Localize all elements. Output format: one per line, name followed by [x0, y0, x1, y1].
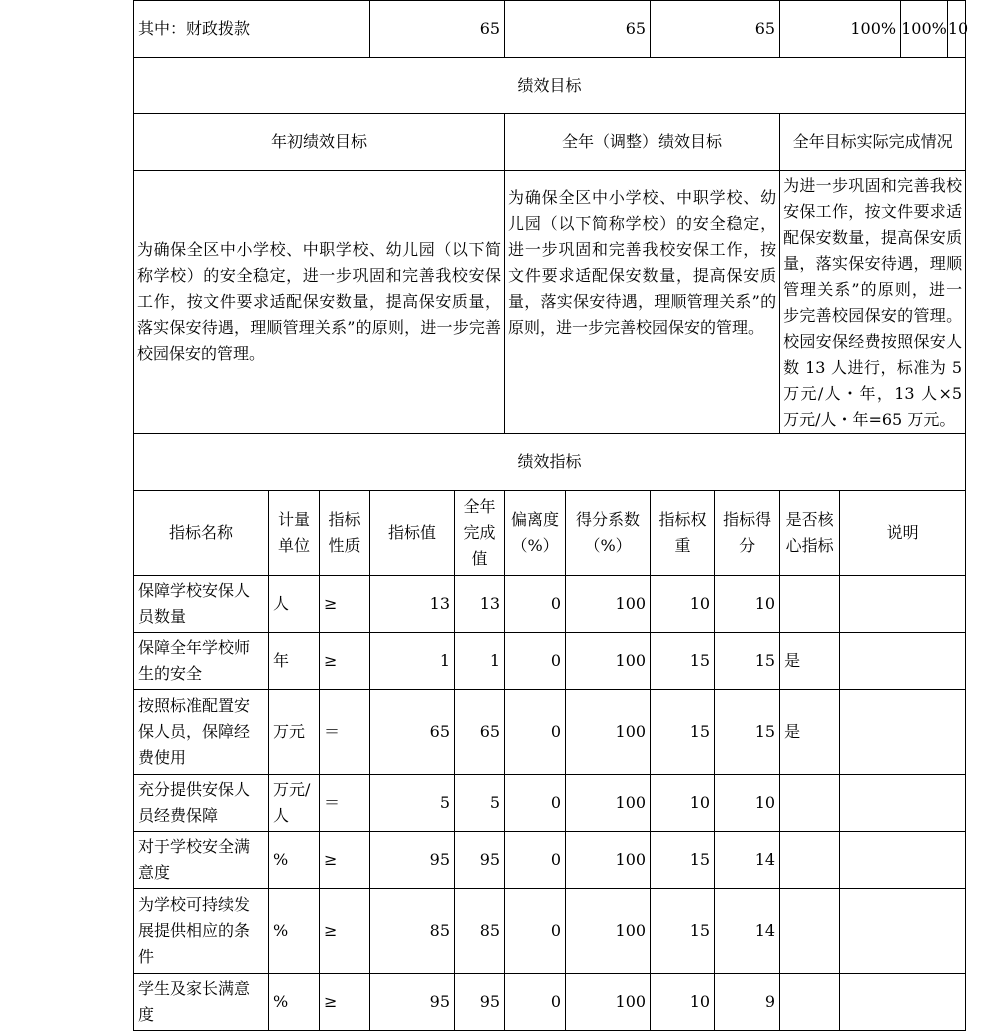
- indicator-target: 65: [370, 690, 455, 775]
- indicator-actual: 1: [455, 633, 505, 690]
- indicator-score: 10: [715, 576, 780, 633]
- indicator-name: 保障学校安保人员数量: [134, 576, 269, 633]
- indicator-actual: 95: [455, 974, 505, 1031]
- indicator-deviation: 0: [505, 775, 566, 832]
- indicator-core: [780, 832, 840, 889]
- indicator-target: 95: [370, 974, 455, 1031]
- indicator-note: [840, 775, 966, 832]
- goals-col3-text: 为进一步巩固和完善我校安保工作，按文件要求适配保安数量，提高保安质量，落实保安待遇，理顺管理关系”的原则，进一步完善校园保安的管理。校园安保经费按照保安人数 13 人进行，标准为 5 万元/人・年，13 人×5 万元/人・年=65 万元。: [780, 171, 966, 434]
- indicator-name: 充分提供安保人员经费保障: [134, 775, 269, 832]
- goals-col2-text: 为确保全区中小学校、中职学校、幼儿园（以下简称学校）的安全稳定，进一步巩固和完善我校安保工作，按文件要求适配保安数量，提高保安质量，落实保安待遇，理顺管理关系”的原则，进一步完善校园保安的管理。: [505, 171, 780, 434]
- indicator-header-row: [134, 491, 966, 576]
- indicator-core: [780, 576, 840, 633]
- table-row: [134, 633, 966, 690]
- indicator-note: [840, 690, 966, 775]
- indicator-deviation: 0: [505, 974, 566, 1031]
- indicator-target: 5: [370, 775, 455, 832]
- indicator-core: 是: [780, 690, 840, 775]
- indicator-weight: 10: [651, 775, 715, 832]
- indicator-unit: 万元: [269, 690, 320, 775]
- goals-col3-title: 全年目标实际完成情况: [780, 114, 966, 171]
- indicator-core: [780, 775, 840, 832]
- header-target: 指标值: [370, 491, 455, 576]
- table-row: [134, 832, 966, 889]
- funding-label: 其中：财政拨款: [134, 1, 370, 58]
- indicator-coef: 100: [566, 633, 651, 690]
- indicator-deviation: 0: [505, 832, 566, 889]
- indicator-note: [840, 633, 966, 690]
- goals-col2-title: 全年（调整）绩效目标: [505, 114, 780, 171]
- indicator-weight: 15: [651, 889, 715, 974]
- goals-col1-text: 为确保全区中小学校、中职学校、幼儿园（以下简称学校）的安全稳定，进一步巩固和完善我校安保工作，按文件要求适配保安数量，提高保安质量，落实保安待遇，理顺管理关系”的原则，进一步完善校园保安的管理。: [134, 171, 505, 434]
- indicator-actual: 5: [455, 775, 505, 832]
- indicator-target: 13: [370, 576, 455, 633]
- indicator-unit: %: [269, 889, 320, 974]
- header-note: 说明: [840, 491, 966, 576]
- indicator-target: 95: [370, 832, 455, 889]
- indicator-note: [840, 889, 966, 974]
- header-unit: 计量单位: [269, 491, 320, 576]
- indicator-actual: 65: [455, 690, 505, 775]
- indicator-actual: 85: [455, 889, 505, 974]
- indicator-core: [780, 974, 840, 1031]
- funding-rate-2: 100%: [901, 1, 948, 57]
- table-row: [134, 974, 966, 1031]
- indicator-score: 10: [715, 775, 780, 832]
- indicator-nature: ＝: [320, 690, 370, 775]
- indicator-coef: 100: [566, 832, 651, 889]
- indicator-score: 9: [715, 974, 780, 1031]
- indicator-unit: %: [269, 832, 320, 889]
- goals-section-title: 绩效目标: [134, 58, 966, 114]
- indicator-deviation: 0: [505, 576, 566, 633]
- indicator-score: 15: [715, 633, 780, 690]
- indicator-target: 1: [370, 633, 455, 690]
- funding-row: [134, 1, 966, 58]
- indicator-name: 学生及家长满意度: [134, 974, 269, 1031]
- table-row: [134, 775, 966, 832]
- table-row: [134, 889, 966, 974]
- indicator-deviation: 0: [505, 633, 566, 690]
- indicator-unit: 人: [269, 576, 320, 633]
- indicator-weight: 10: [651, 576, 715, 633]
- header-coef: 得分系数（%）: [566, 491, 651, 576]
- table-row: [134, 576, 966, 633]
- indicator-nature: ≥: [320, 576, 370, 633]
- indicator-score: 14: [715, 832, 780, 889]
- indicator-nature: ＝: [320, 775, 370, 832]
- funding-rate-1: 100%: [780, 1, 901, 58]
- header-core: 是否核心指标: [780, 491, 840, 576]
- performance-table: [133, 0, 969, 1031]
- indicator-note: [840, 974, 966, 1031]
- indicator-unit: %: [269, 974, 320, 1031]
- header-score: 指标得分: [715, 491, 780, 576]
- indicator-note: [840, 576, 966, 633]
- indicator-name: 保障全年学校师生的安全: [134, 633, 269, 690]
- indicator-nature: ≥: [320, 889, 370, 974]
- indicator-note: [840, 832, 966, 889]
- indicator-coef: 100: [566, 775, 651, 832]
- indicator-name: 对于学校安全满意度: [134, 832, 269, 889]
- indicator-coef: 100: [566, 576, 651, 633]
- indicator-target: 85: [370, 889, 455, 974]
- indicator-core: 是: [780, 633, 840, 690]
- funding-value-3: 65: [651, 1, 780, 58]
- header-deviation: 偏离度（%）: [505, 491, 566, 576]
- indicator-deviation: 0: [505, 889, 566, 974]
- header-weight: 指标权重: [651, 491, 715, 576]
- indicator-actual: 95: [455, 832, 505, 889]
- indicator-weight: 15: [651, 690, 715, 775]
- indicator-score: 15: [715, 690, 780, 775]
- indicator-weight: 15: [651, 832, 715, 889]
- indicator-name: 按照标准配置安保人员，保障经费使用: [134, 690, 269, 775]
- goals-col1-title: 年初绩效目标: [134, 114, 505, 171]
- table-row: [134, 690, 966, 775]
- indicator-weight: 15: [651, 633, 715, 690]
- indicator-nature: ≥: [320, 974, 370, 1031]
- header-name: 指标名称: [134, 491, 269, 576]
- funding-score: 10: [947, 19, 969, 38]
- funding-value-2: 65: [505, 1, 651, 58]
- indicator-coef: 100: [566, 889, 651, 974]
- indicator-unit: 年: [269, 633, 320, 690]
- indicator-unit: 万元/人: [269, 775, 320, 832]
- indicator-weight: 10: [651, 974, 715, 1031]
- indicator-coef: 100: [566, 690, 651, 775]
- indicator-nature: ≥: [320, 633, 370, 690]
- indicator-score: 14: [715, 889, 780, 974]
- header-nature: 指标性质: [320, 491, 370, 576]
- funding-value-1: 65: [370, 1, 505, 58]
- indicator-coef: 100: [566, 974, 651, 1031]
- indicator-nature: ≥: [320, 832, 370, 889]
- header-actual: 全年完成值: [455, 491, 505, 576]
- indicator-actual: 13: [455, 576, 505, 633]
- indicator-name: 为学校可持续发展提供相应的条件: [134, 889, 269, 974]
- indicator-deviation: 0: [505, 690, 566, 775]
- indicator-core: [780, 889, 840, 974]
- indicators-section-title: 绩效指标: [134, 434, 966, 491]
